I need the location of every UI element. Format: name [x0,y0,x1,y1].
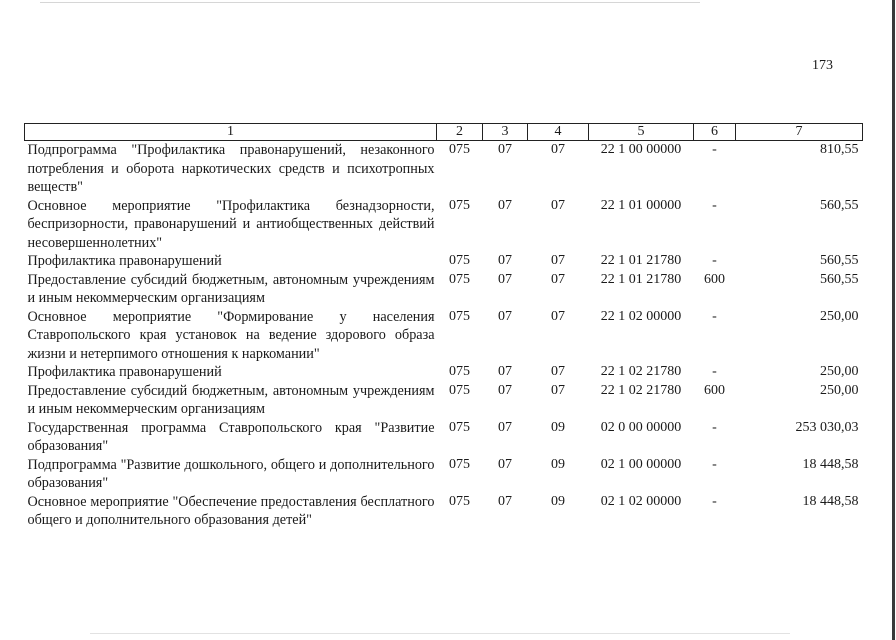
cell-name: Основное мероприятие "Формирование у населения Ставропольского края установок на ведение здорового образа жизни и нетерпимого отношения к наркомании" [27,308,435,362]
cell-section: 07 [498,419,512,435]
cell-name: Основное мероприятие "Обеспечение предоставления бесплатного общего и дополнительного образования детей" [27,493,435,528]
cell-name: Основное мероприятие "Профилактика безнадзорности, беспризорности, правонарушений и антиобщественных действий несовершеннолетних" [27,197,435,251]
scan-edge-bottom [90,633,790,634]
table-row [25,271,863,308]
page-number: 173 [812,58,833,73]
cell-subsection: 09 [551,456,565,472]
cell-target: 22 1 02 21780 [600,364,682,379]
table-row [25,308,863,364]
cell-subsection: 07 [551,142,565,157]
cell-expense-type: - [712,253,717,268]
cell-section: 07 [498,382,512,398]
header-col-1: 1 [25,124,437,141]
cell-target: 22 1 02 00000 [600,308,682,324]
cell-ministry: 075 [449,419,470,435]
cell-ministry: 075 [449,364,470,379]
cell-expense-type: - [712,364,717,379]
table-row [25,363,863,382]
cell-target: 22 1 01 21780 [600,271,682,287]
cell-name: Государственная программа Ставропольского края "Развитие образования" [27,419,435,454]
cell-name: Предоставление субсидий бюджетным, автономным учреждениям и иным некоммерческим организациям [27,271,435,306]
scan-edge-top [40,2,700,3]
cell-expense-type: 600 [704,382,725,398]
table-row [25,456,863,493]
cell-amount: 253 030,03 [795,419,859,435]
cell-name: Профилактика правонарушений [27,253,222,269]
cell-ministry: 075 [449,142,470,157]
cell-amount: 810,55 [820,142,859,157]
cell-section: 07 [498,253,512,268]
header-col-2: 2 [437,124,483,141]
table-row [25,252,863,271]
cell-target: 02 0 00 00000 [600,419,682,435]
cell-target: 02 1 02 00000 [600,493,682,509]
table-body [25,141,863,530]
cell-amount: 560,55 [820,253,859,268]
header-col-6: 6 [694,124,736,141]
cell-amount: 18 448,58 [802,493,859,509]
cell-ministry: 075 [449,197,470,213]
cell-subsection: 09 [551,493,565,509]
cell-amount: 560,55 [820,197,859,213]
table-row [25,197,863,253]
cell-section: 07 [498,308,512,324]
cell-section: 07 [498,364,512,379]
header-col-7: 7 [736,124,863,141]
cell-name: Подпрограмма "Профилактика правонарушений, незаконного потребления и оборота наркотических средств и психотропных веществ" [27,142,435,195]
cell-ministry: 075 [449,493,470,509]
cell-amount: 18 448,58 [802,456,859,472]
cell-section: 07 [498,271,512,287]
cell-subsection: 07 [551,308,565,324]
header-col-4: 4 [528,124,589,141]
cell-expense-type: - [712,197,717,213]
cell-section: 07 [498,456,512,472]
budget-table [24,123,863,530]
cell-ministry: 075 [449,271,470,287]
cell-expense-type: - [712,142,717,157]
cell-section: 07 [498,493,512,509]
cell-amount: 250,00 [820,364,859,379]
header-col-3: 3 [483,124,528,141]
cell-subsection: 07 [551,253,565,268]
cell-ministry: 075 [449,456,470,472]
header-col-5: 5 [589,124,694,141]
cell-amount: 250,00 [820,308,859,324]
cell-expense-type: - [712,456,717,472]
cell-amount: 250,00 [820,382,859,398]
cell-ministry: 075 [449,253,470,268]
cell-name: Профилактика правонарушений [27,364,222,380]
cell-target: 02 1 00 00000 [600,456,682,472]
table-row [25,419,863,456]
cell-section: 07 [498,197,512,213]
cell-subsection: 09 [551,419,565,435]
table-row [25,493,863,530]
cell-target: 22 1 01 00000 [600,197,682,213]
cell-subsection: 07 [551,382,565,398]
cell-ministry: 075 [449,382,470,398]
cell-name: Подпрограмма "Развитие дошкольного, общего и дополнительного образования" [27,456,435,491]
cell-subsection: 07 [551,197,565,213]
cell-expense-type: - [712,308,717,324]
scan-edge-right [892,0,895,640]
cell-expense-type: - [712,493,717,509]
cell-subsection: 07 [551,271,565,287]
cell-target: 22 1 02 21780 [600,382,682,398]
cell-ministry: 075 [449,308,470,324]
cell-name: Предоставление субсидий бюджетным, автономным учреждениям и иным некоммерческим организациям [27,382,435,417]
header-row [25,124,863,141]
cell-subsection: 07 [551,364,565,379]
table-row [25,141,863,197]
cell-expense-type: 600 [704,271,725,287]
cell-expense-type: - [712,419,717,435]
table-row [25,382,863,419]
cell-section: 07 [498,142,512,157]
cell-target: 22 1 01 21780 [600,253,682,268]
cell-amount: 560,55 [820,271,859,287]
cell-target: 22 1 00 00000 [600,142,682,157]
